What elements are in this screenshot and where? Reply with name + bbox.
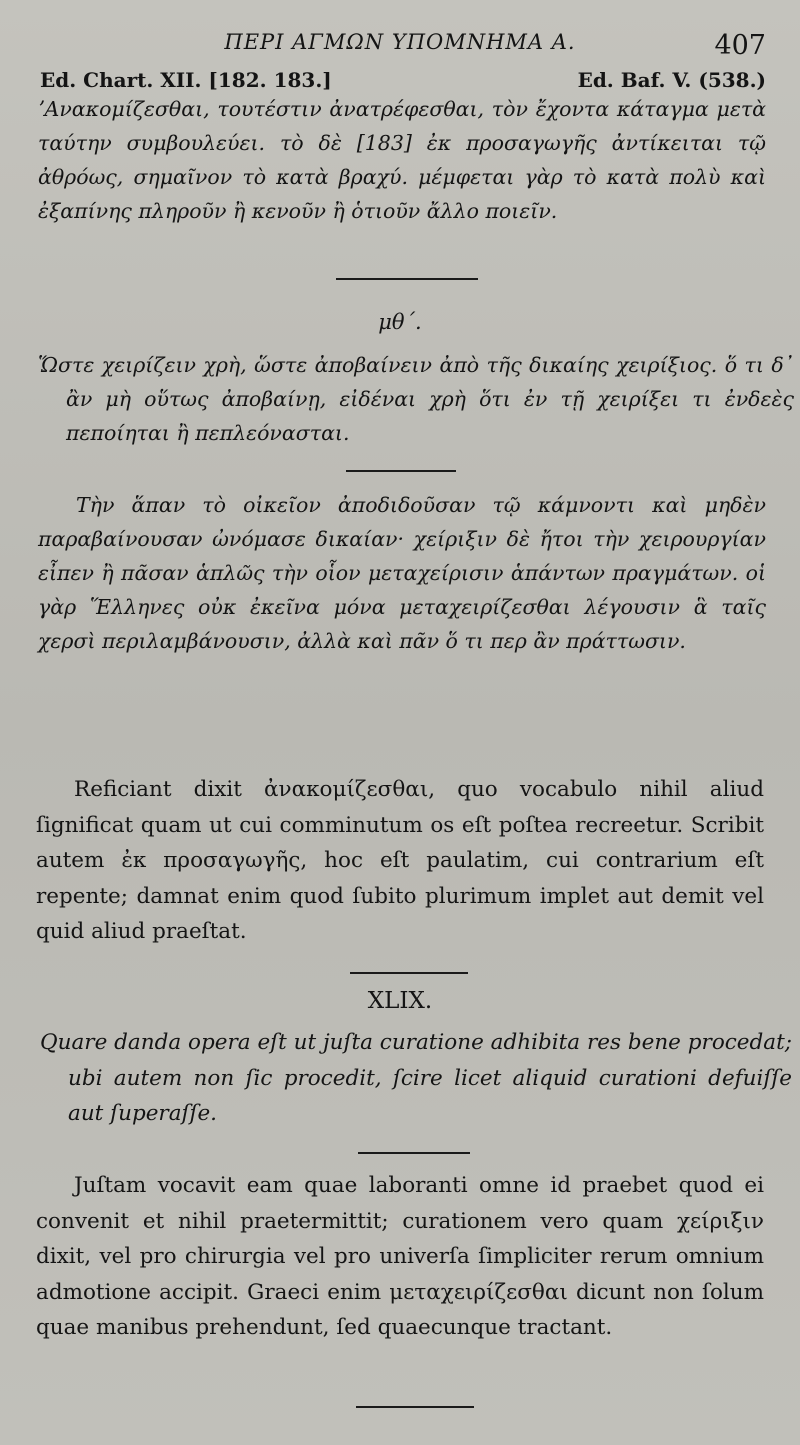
greek-commentary-paragraph-1: ʼΑνακομίζεσθαι, τουτέστιν ἀνατρέφεσθαι, τὸν ἔχοντα κάταγμα μετὰ ταύτην συμβουλεύει. τὸ δὲ [183] ἐκ προσαγωγῆς ἀντίκειται τῷ ἀθρόως, σημαῖνον τὸ κατὰ βραχύ. μέμφεται γὰρ τὸ κατὰ πολὺ καὶ ἐξαπίνης πληροῦν ἢ κενοῦν ἢ ὁτιοῦν ἄλλο ποιεῖν.: [38, 97, 766, 223]
latin-aphorism-text: Quare danda opera eſt ut juſta curatione adhibita res bene procedat; ubi autem non ſic procedit, ſcire licet aliquid curationi defuiſſe aut ſuperaſſe.: [40, 1030, 792, 1126]
page-number: 407: [714, 30, 766, 61]
greek-section-number: μθ΄.: [378, 310, 422, 334]
edition-chartier-ref: Ed. Chart. XII. [182. 183.]: [40, 68, 332, 92]
latin-section-number: XLIX.: [367, 988, 433, 1014]
divider: [358, 1152, 470, 1154]
divider: [356, 1406, 474, 1408]
greek-commentary-paragraph-2: Τὴν ἅπαν τὸ οἰκεῖον ἀποδιδοῦσαν τῷ κάμνοντι καὶ μηδὲν παραβαίνουσαν ὠνόμασε δικαίαν· χείριξιν δὲ ἤτοι τὴν χειρουργίαν εἶπεν ἢ πᾶσαν ἁπλῶς τὴν οἷον μεταχείρισιν ἁπάντων πραγμάτων. οἱ γὰρ Ἕλληνες οὐκ ἐκεῖνα μόνα μεταχειρίζεσθαι λέγουσιν ἃ ταῖς χερσὶ περιλαμβάνουσιν, ἀλλὰ καὶ πᾶν ὅ τι περ ἂν πράττωσιν.: [38, 493, 766, 653]
running-title: ΠΕΡΙ ΑΓΜΩΝ ΥΠΟΜΝΗΜΑ Α.: [224, 30, 576, 54]
divider: [336, 278, 478, 280]
edition-basel-ref: Ed. Baf. V. (538.): [577, 68, 766, 92]
divider: [346, 470, 456, 472]
divider: [350, 972, 468, 974]
latin-commentary-paragraph-1: Reficiant dixit ἀνακομίζεσθαι, quo vocabulo nihil aliud ſignificat quam ut cui comminutum os eſt poſtea recreetur. Scribit autem ἐκ προσαγωγῆς, hoc eſt paulatim, cui contrarium eſt repente; damnat enim quod ſubito plurimum implet aut demit vel quid aliud praeſtat.: [36, 777, 764, 944]
greek-aphorism-text: Ὥστε χειρίζειν χρὴ, ὥστε ἀποβαίνειν ἀπὸ τῆς δικαίης χειρίξιος. ὅ τι δ᾽ ἂν μὴ οὕτως ἀποβαίνῃ, εἰδέναι χρὴ ὅτι ἐν τῇ χειρίξει τι ἐνδεὲς πεποίηται ἢ πεπλεόνασται.: [38, 353, 794, 445]
latin-commentary-paragraph-2: Juſtam vocavit eam quae laboranti omne id praebet quod ei convenit et nihil praetermittit; curationem vero quam χείριξιν dixit, vel pro chirurgia vel pro univerſa ſimpliciter rerum omnium admotione accipit. Graeci enim μεταχειρίζεσθαι dicunt non ſolum quae manibus prehendunt, ſed quaecunque tractant.: [36, 1173, 764, 1340]
